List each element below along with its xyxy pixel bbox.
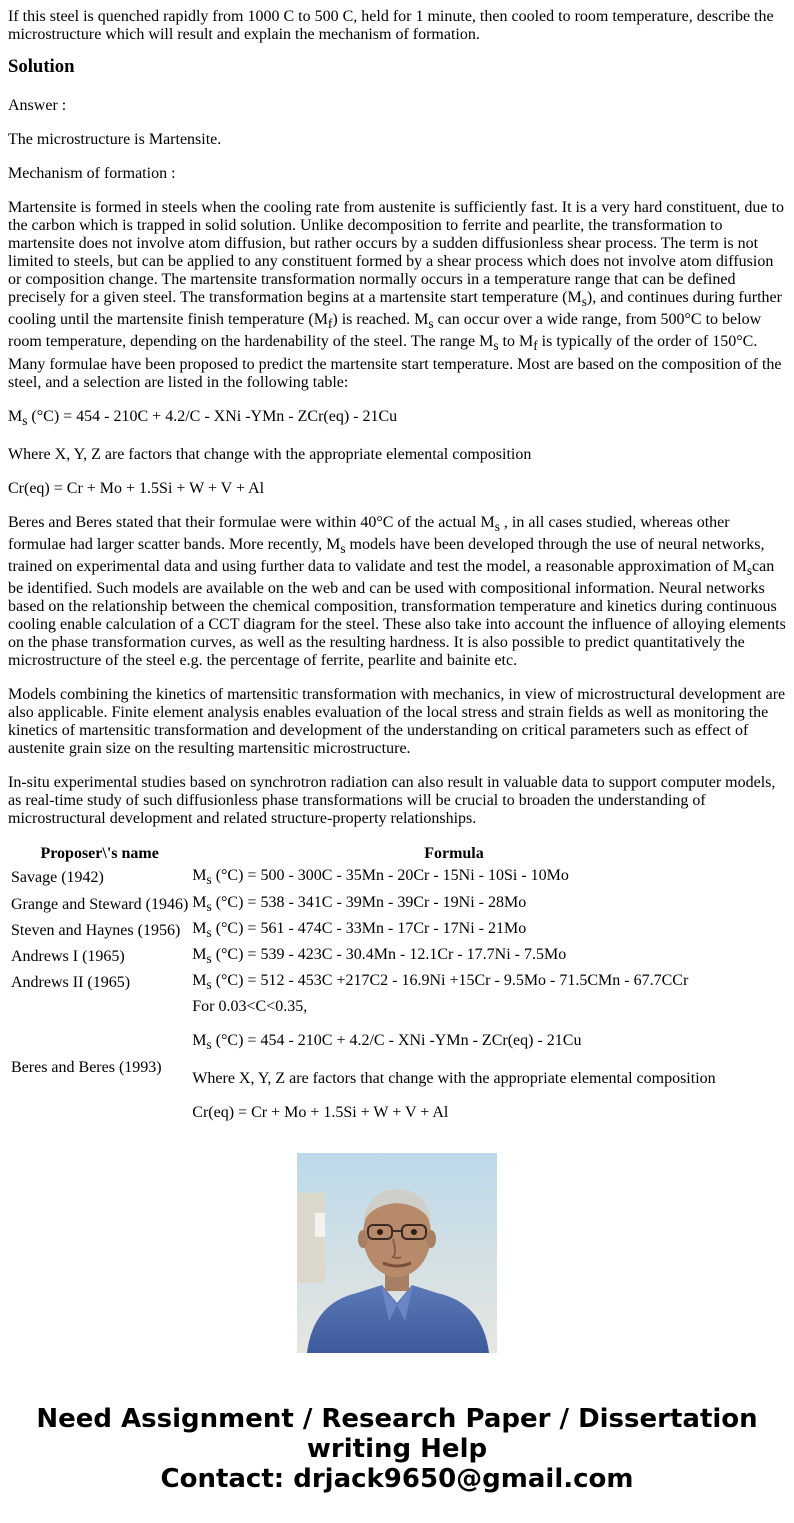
paragraph-martensite: Martensite is formed in steels when the cooling rate from austenite is sufficiently fast. It is a very hard constituent, due to the carbon which is trapped in solid solution. Unlike decomposition to ferrite and pearlite, the transformation to martensite does not involve atom diffusion, but rather occurs by a sudden diffusionless shear process. The term is not limited to steels, but can be applied to any constituent formed by a shear process which does not involve atom diffusion or composition change. The martensite transformation normally occurs in a temperature range that can be defined precisely for a given steel. The transformation begins at a martensite start temperature $(M_s)$, and continues during further cooling until the martensite finish temperature $(M_f)$ is reached. $M_s$ can occur over a wide range, from 500°C to below room temperature, depending on the hardenability of the steel. The range $M_s$ to $M_f$ is typically of the order of 150°C. Many formulae have been proposed to predict the martensite start temperature. Most are based on the composition of the steel, and a selection are listed in the following table: bbox=[8, 199, 784, 391]
header-proposer: Proposer\'s name bbox=[40, 845, 159, 863]
header-formula: Formula bbox=[424, 845, 484, 863]
contact-email-line: Contact: drjack9650@gmail.com bbox=[160, 1464, 634, 1494]
formula-cell: $M_s$ (°C) = 539 - 423C - 30.4Mn - 12.1Cr - 17.7Ni - 7.5Mo bbox=[192, 945, 567, 967]
table-row bbox=[10, 893, 717, 917]
formula-table bbox=[8, 842, 719, 1141]
paragraph-beres: Beres and Beres stated that their formulae were within 40°C of the actual $M_s$ , in all cases studied, whereas other formulae had larger scatter bands. More recently, $M_s$ models have been developed through the use of neural networks, trained on experimental data and using further data to validate and test the model, a reasonable approximation of $M_scan$ be identified. Such models are available on the web and can be used with compositional information. Neural networks based on the relationship between the chemical composition, transformation temperature and kinetics during continuous cooling enable calculation of a CCT diagram for the steel. These also take into account the influence of alloying elements on the phase transformation curves, as well as the resulting hardness. It is also possible to predict quantitatively the microstructure of the steel e.g. the percentage of ferrite, pearlite and bainite etc. bbox=[8, 513, 786, 670]
solution-heading: Solution bbox=[8, 56, 75, 77]
table-row bbox=[10, 997, 717, 1139]
table-row bbox=[10, 971, 717, 995]
proposer-name: Andrews II (1965) bbox=[11, 974, 131, 992]
formula-cell: $M_s$ (°C) = 561 - 474C - 33Mn - 17Cr - 17Ni - 21Mo bbox=[192, 919, 527, 940]
proposer-name: Grange and Steward (1946) bbox=[11, 895, 189, 913]
table-header-row bbox=[10, 844, 717, 864]
formula-main: $M_s$ (°C) = 454 - 210C + 4.2/C - XNi -YMn - ZCr(eq) - 21Cu bbox=[8, 407, 398, 428]
person-photo-icon bbox=[297, 1153, 497, 1353]
where-text: Where X, Y, Z are factors that change with the appropriate elemental composition bbox=[8, 445, 532, 463]
paragraph-models: Models combining the kinetics of martensitic transformation with mechanics, in view of microstructural development are also applicable. Finite element analysis enables evaluation of the local stress and strain fields as well as monitoring the kinetics of martensitic transformation and development of the understanding on critical parameters such as effect of austenite grain size on the resulting martensitic microstructure. bbox=[8, 686, 786, 758]
table-row bbox=[10, 919, 717, 943]
proposer-name: Savage (1942) bbox=[11, 869, 104, 887]
proposer-name: Steven and Haynes (1956) bbox=[11, 921, 181, 939]
table-row bbox=[10, 945, 717, 969]
beres-range: For 0.03<C<0.35, bbox=[192, 998, 308, 1016]
formula-cell: $M_s$ (°C) = 512 - 453C +217C2 - 16.9Ni +15Cr - 9.5Mo - 71.5CMn - 67.7CCr bbox=[192, 972, 689, 993]
beres-creq: Cr(eq) = Cr + Mo + 1.5Si + W + V + Al bbox=[192, 1104, 449, 1122]
table-row bbox=[10, 866, 717, 890]
answer-text: The microstructure is Martensite. bbox=[8, 131, 222, 148]
beres-formula: $M_s$ (°C) = 454 - 210C + 4.2/C - XNi -YMn - ZCr(eq) - 21Cu bbox=[192, 1032, 582, 1053]
help-banner-line: Need Assignment / Research Paper / Dissertation writing Help bbox=[36, 1404, 758, 1464]
paragraph-insitu: In-situ experimental studies based on synchrotron radiation can also result in valuable data to support computer models, as real-time study of such diffusionless phase transformations will be crucial to broaden the understanding of microstructural development and related structure-property relationships. bbox=[8, 774, 776, 828]
question-text: If this steel is quenched rapidly from 1000 C to 500 C, held for 1 minute, then cooled to room temperature, describe the microstructure which will result and explain the mechanism of formation. bbox=[8, 8, 774, 43]
help-banner bbox=[0, 1404, 794, 1494]
formula-cell: $M_s$ (°C) = 538 - 341C - 39Mn - 39Cr - 19Ni - 28Mo bbox=[192, 893, 527, 914]
formula-cell bbox=[191, 997, 716, 1139]
mechanism-label: Mechanism of formation : bbox=[8, 165, 176, 182]
formula-table-wrapper bbox=[8, 842, 786, 1122]
creq-text: Cr(eq) = Cr + Mo + 1.5Si + W + V + Al bbox=[8, 479, 265, 497]
answer-label: Answer : bbox=[8, 97, 67, 114]
tutor-avatar bbox=[297, 1153, 497, 1353]
proposer-name: Beres and Beres (1993) bbox=[11, 1059, 162, 1077]
formula-cell: $M_s$ (°C) = 500 - 300C - 35Mn - 20Cr - 15Ni - 10Si - 10Mo bbox=[192, 867, 569, 888]
proposer-name: Andrews I (1965) bbox=[11, 947, 125, 965]
beres-where: Where X, Y, Z are factors that change with the appropriate elemental composition bbox=[192, 1070, 716, 1088]
